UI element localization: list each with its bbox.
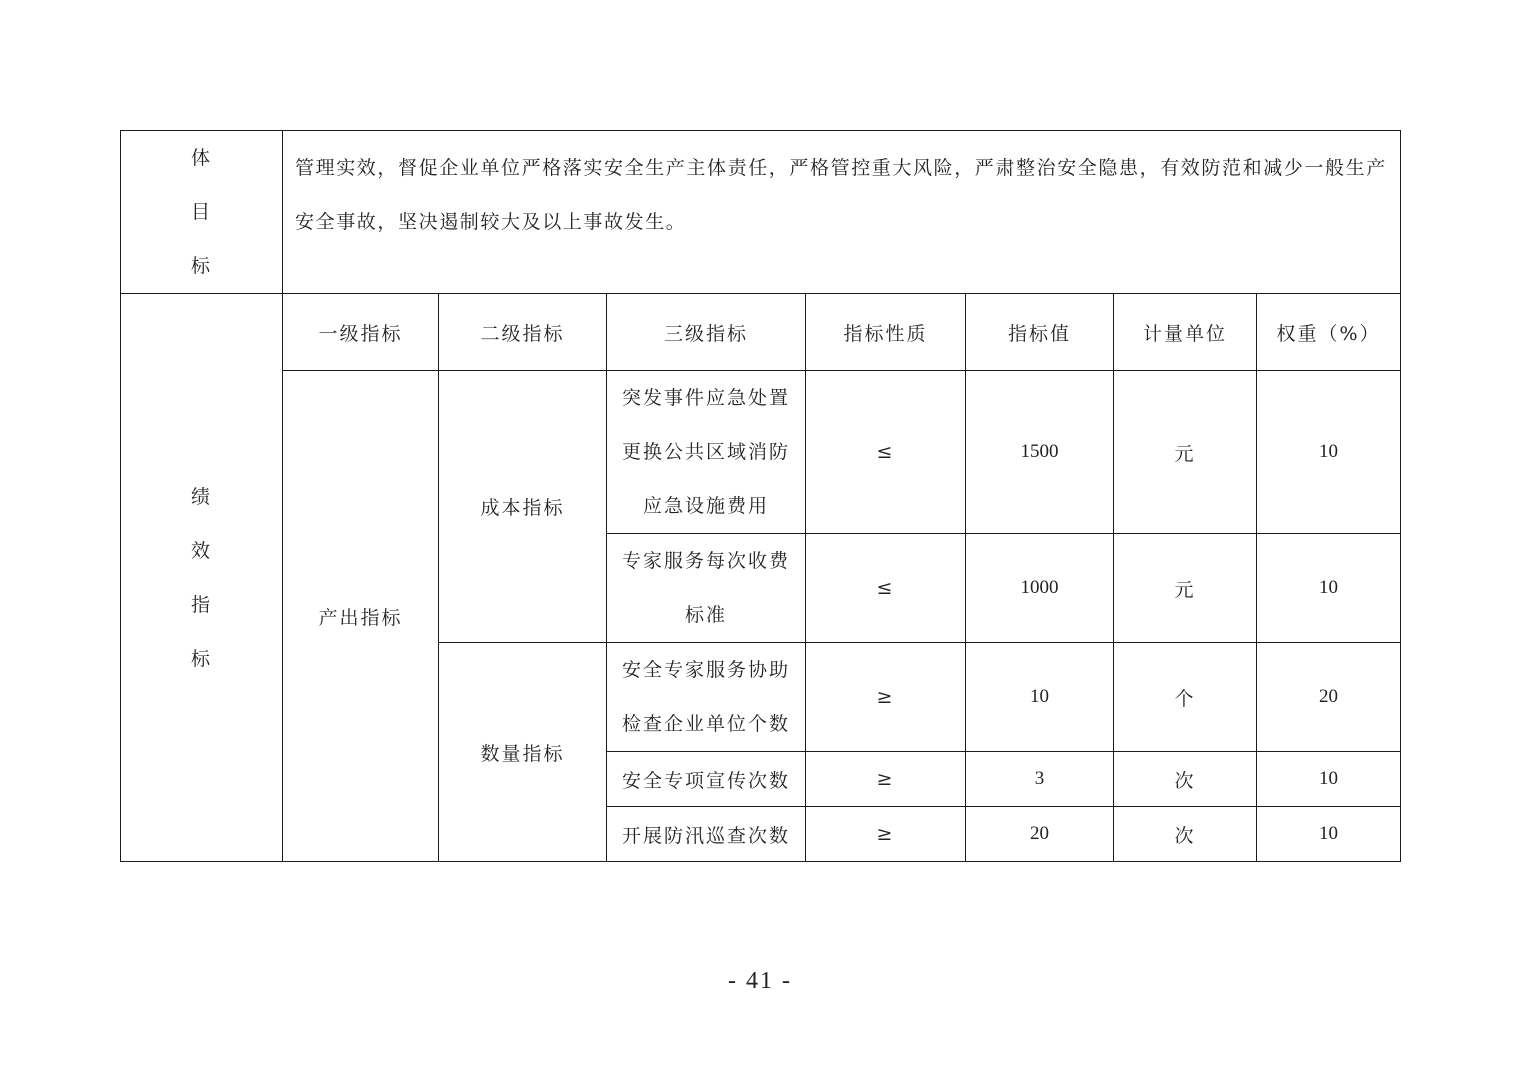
header-row	[121, 294, 1401, 371]
nature-cell: ≥	[806, 752, 966, 807]
header-weight: 权重（%）	[1257, 294, 1401, 371]
level3-cell: 突发事件应急处置更换公共区域消防应急设施费用	[607, 371, 806, 534]
page-number: - 41 -	[728, 968, 792, 994]
indicators-label-char: 绩	[190, 485, 212, 508]
weight-cell: 10	[1257, 371, 1401, 534]
level2-cell: 成本指标	[439, 371, 607, 643]
level3-cell: 安全专家服务协助检查企业单位个数	[607, 643, 806, 752]
indicators-label-char: 效	[190, 539, 212, 562]
unit-cell: 元	[1114, 534, 1257, 643]
objective-label-char: 体	[190, 147, 212, 169]
unit-cell: 次	[1114, 752, 1257, 807]
weight-cell: 10	[1257, 752, 1401, 807]
indicators-label	[121, 294, 283, 862]
value-cell: 20	[966, 807, 1114, 862]
unit-cell: 元	[1114, 371, 1257, 534]
header-nature: 指标性质	[806, 294, 966, 371]
value-cell: 1000	[966, 534, 1114, 643]
indicators-label-char: 标	[190, 647, 212, 670]
table-row	[121, 371, 1401, 534]
weight-cell: 20	[1257, 643, 1401, 752]
unit-cell: 次	[1114, 807, 1257, 862]
level3-cell: 开展防汛巡查次数	[607, 807, 806, 862]
weight-cell: 10	[1257, 807, 1401, 862]
nature-cell: ≥	[806, 643, 966, 752]
objective-label	[121, 131, 283, 294]
header-unit: 计量单位	[1114, 294, 1257, 371]
level3-cell: 安全专项宣传次数	[607, 752, 806, 807]
level1-cell: 产出指标	[283, 371, 439, 862]
value-cell: 1500	[966, 371, 1114, 534]
header-value: 指标值	[966, 294, 1114, 371]
objective-row	[121, 131, 1401, 294]
header-level1: 一级指标	[283, 294, 439, 371]
performance-table	[120, 130, 1401, 862]
unit-cell: 个	[1114, 643, 1257, 752]
value-cell: 3	[966, 752, 1114, 807]
nature-cell: ≤	[806, 371, 966, 534]
objective-label-char: 目	[190, 201, 212, 223]
value-cell: 10	[966, 643, 1114, 752]
header-level2: 二级指标	[439, 294, 607, 371]
nature-cell: ≥	[806, 807, 966, 862]
level2-cell: 数量指标	[439, 643, 607, 862]
nature-cell: ≤	[806, 534, 966, 643]
objective-label-char: 标	[190, 255, 212, 277]
indicators-label-char: 指	[190, 593, 212, 616]
header-level3: 三级指标	[607, 294, 806, 371]
level3-cell: 专家服务每次收费标准	[607, 534, 806, 643]
weight-cell: 10	[1257, 534, 1401, 643]
objective-text: 管理实效，督促企业单位严格落实安全生产主体责任，严格管控重大风险，严肃整治安全隐患，有效防范和减少一般生产安全事故，坚决遏制较大及以上事故发生。	[283, 131, 1401, 294]
